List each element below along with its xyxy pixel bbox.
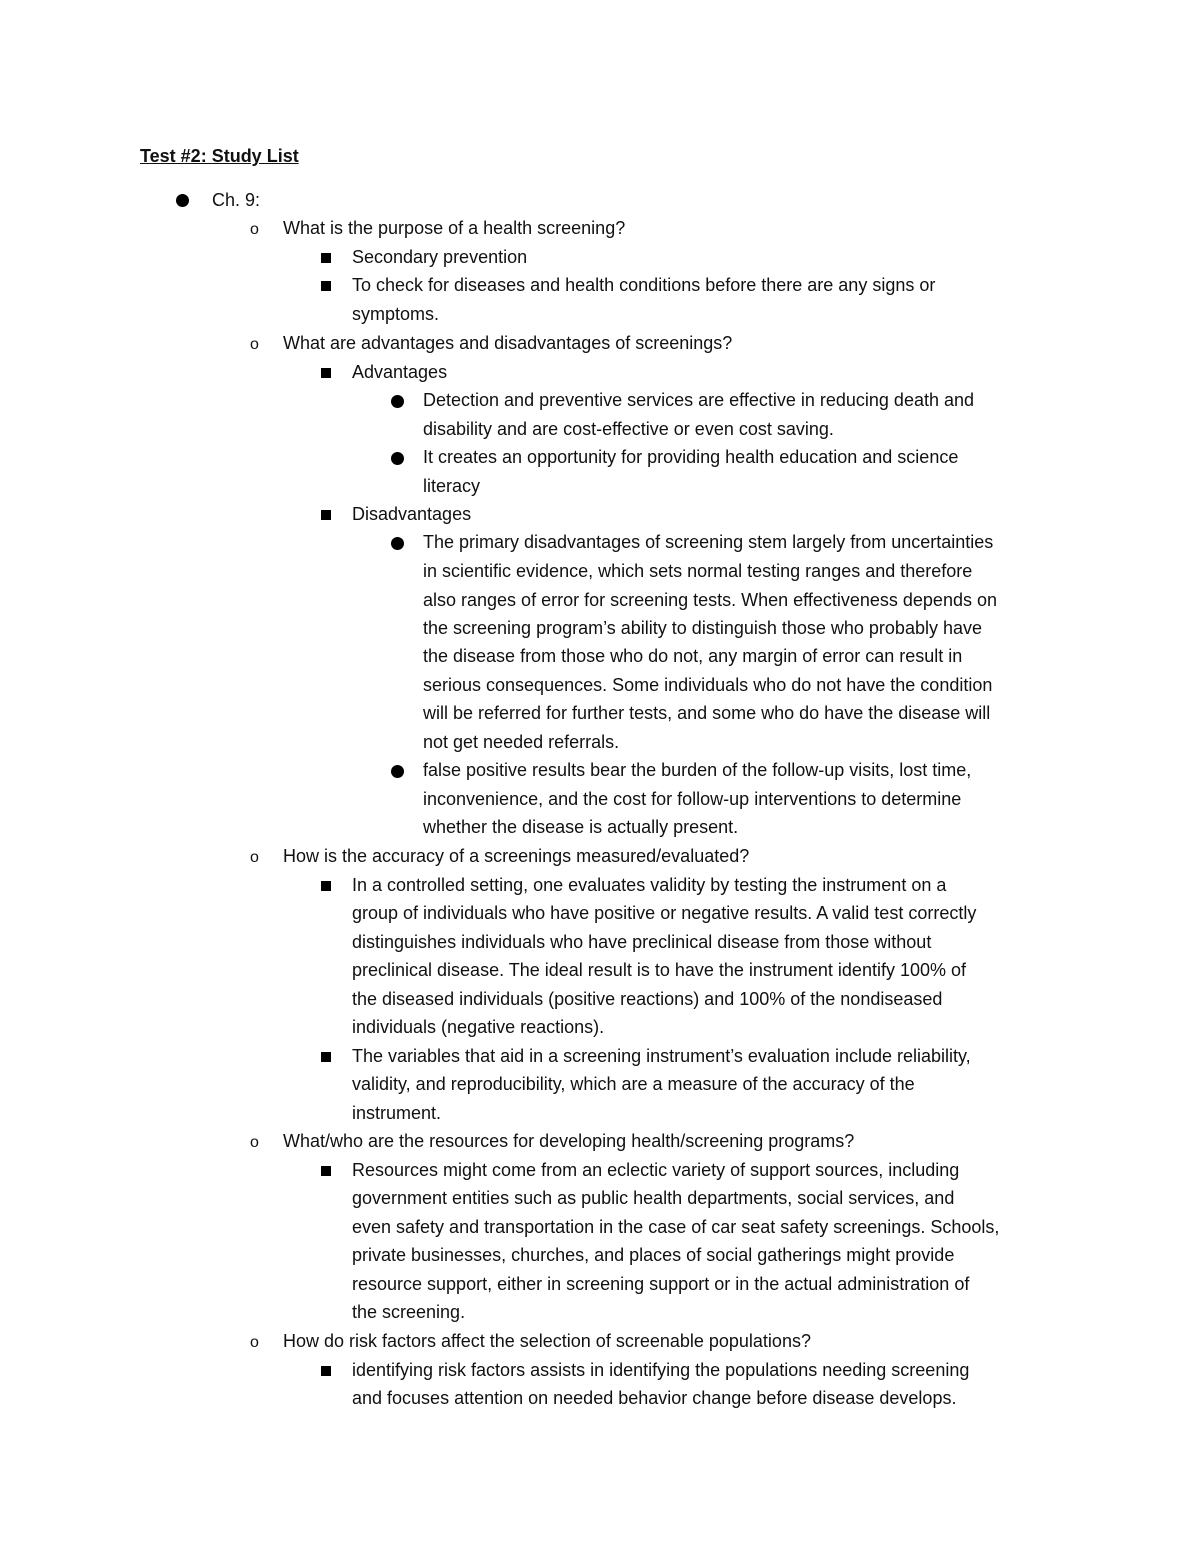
bullet-circle-icon: o (250, 336, 259, 353)
answer-3-1-line-6: individuals (negative reactions). (352, 1017, 605, 1037)
disadvantage-1-line-8: not get needed referrals. (423, 732, 620, 752)
disadvantage-2-line-3: whether the disease is actually present. (423, 817, 739, 837)
answer-1-1: Secondary prevention (352, 247, 528, 267)
answer-1-2-line-2: symptoms. (352, 304, 440, 324)
bullet-square-icon (321, 1366, 331, 1376)
answer-4-1-line-3: even safety and transportation in the case of car seat safety screenings. Schools, (352, 1217, 1000, 1237)
bullet-circle-icon: o (250, 1134, 259, 1151)
bullet-square-icon (321, 1052, 331, 1062)
advantage-2-line-2: literacy (423, 476, 481, 496)
bullet-square-icon (321, 510, 331, 520)
answer-5-1-line-2: and focuses attention on needed behavior change before disease develops. (352, 1388, 957, 1408)
document-title: Test #2: Study List (140, 146, 299, 166)
bullet-square-icon (321, 1166, 331, 1176)
bullet-circle-icon: o (250, 849, 259, 866)
question-2: What are advantages and disadvantages of screenings? (283, 333, 733, 353)
bullet-square-icon (321, 281, 331, 291)
answer-3-2-line-1: The variables that aid in a screening instrument’s evaluation include reliability, (352, 1046, 971, 1066)
bullet-square-icon (321, 881, 331, 891)
answer-4-1-line-2: government entities such as public health departments, social services, and (352, 1188, 955, 1208)
answer-3-1-line-5: the diseased individuals (positive reactions) and 100% of the nondiseased (352, 989, 943, 1009)
advantages-label: Advantages (352, 362, 448, 382)
disadvantage-1-line-5: the disease from those who do not, any margin of error can result in (423, 646, 963, 666)
disadvantage-1-line-2: in scientific evidence, which sets normal testing ranges and therefore (423, 561, 973, 581)
disadvantage-1-line-3: also ranges of error for screening tests. When effectiveness depends on (423, 590, 997, 610)
answer-4-1-line-1: Resources might come from an eclectic variety of support sources, including (352, 1160, 960, 1180)
question-5: How do risk factors affect the selection of screenable populations? (283, 1331, 811, 1351)
advantage-1-line-2: disability and are cost-effective or even cost saving. (423, 419, 834, 439)
disadvantage-1-line-4: the screening program’s ability to distinguish those who probably have (423, 618, 982, 638)
answer-3-1-line-2: group of individuals who have positive or negative results. A valid test correctly (352, 903, 977, 923)
bullet-disc-icon (176, 194, 189, 207)
disadvantage-2-line-1: false positive results bear the burden of the follow-up visits, lost time, (423, 760, 972, 780)
question-1: What is the purpose of a health screening? (283, 218, 626, 238)
chapter-heading: Ch. 9: (212, 190, 261, 210)
bullet-circle-icon: o (250, 1334, 259, 1351)
bullet-disc-icon (391, 395, 404, 408)
bullet-disc-icon (391, 765, 404, 778)
answer-3-2-line-2: validity, and reproducibility, which are a measure of the accuracy of the (352, 1074, 915, 1094)
bullet-disc-icon (391, 537, 404, 550)
answer-4-1-line-5: resource support, either in screening support or in the actual administration of (352, 1274, 970, 1294)
bullet-disc-icon (391, 452, 404, 465)
bullet-square-icon (321, 253, 331, 263)
advantage-2-line-1: It creates an opportunity for providing health education and science (423, 447, 959, 467)
disadvantage-1-line-7: will be referred for further tests, and some who do have the disease will (423, 703, 991, 723)
answer-3-2-line-3: instrument. (352, 1103, 442, 1123)
disadvantage-1-line-1: The primary disadvantages of screening stem largely from uncertainties (423, 532, 994, 552)
answer-3-1-line-4: preclinical disease. The ideal result is to have the instrument identify 100% of (352, 960, 967, 980)
answer-3-1-line-3: distinguishes individuals who have preclinical disease from those without (352, 932, 932, 952)
answer-4-1-line-4: private businesses, churches, and places of social gatherings might provide (352, 1245, 955, 1265)
question-3: How is the accuracy of a screenings measured/evaluated? (283, 846, 750, 866)
disadvantage-2-line-2: inconvenience, and the cost for follow-up interventions to determine (423, 789, 962, 809)
bullet-square-icon (321, 368, 331, 378)
disadvantages-label: Disadvantages (352, 504, 472, 524)
answer-1-2-line-1: To check for diseases and health conditions before there are any signs or (352, 275, 936, 295)
answer-4-1-line-6: the screening. (352, 1302, 466, 1322)
answer-5-1-line-1: identifying risk factors assists in identifying the populations needing screening (352, 1360, 970, 1380)
bullet-circle-icon: o (250, 221, 259, 238)
answer-3-1-line-1: In a controlled setting, one evaluates validity by testing the instrument on a (352, 875, 947, 895)
disadvantage-1-line-6: serious consequences. Some individuals who do not have the condition (423, 675, 993, 695)
question-4: What/who are the resources for developing health/screening programs? (283, 1131, 855, 1151)
advantage-1-line-1: Detection and preventive services are effective in reducing death and (423, 390, 975, 410)
